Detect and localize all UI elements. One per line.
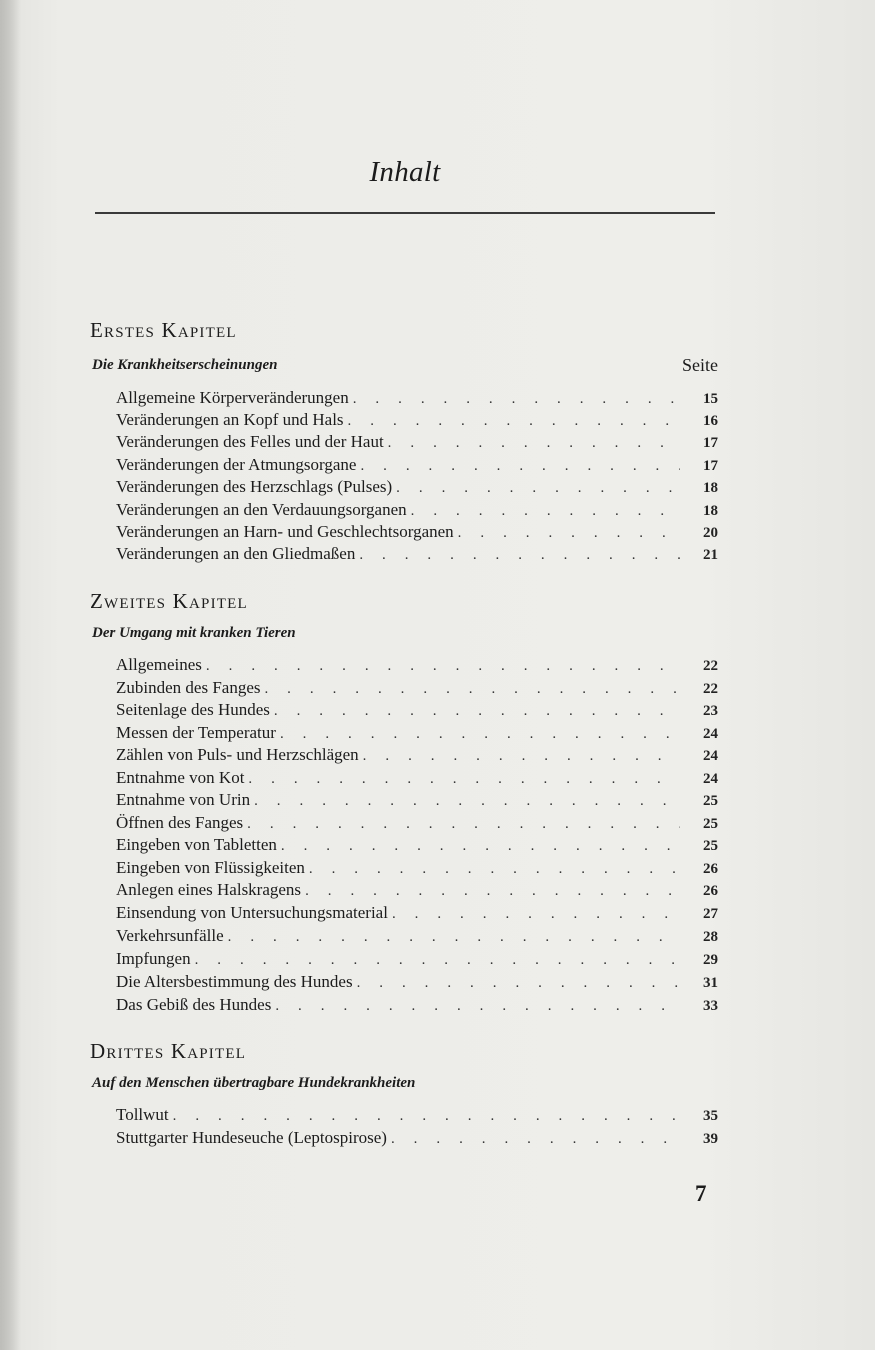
toc-entry[interactable] (116, 744, 718, 766)
chapter-subtitle: Auf den Menschen übertragbare Hundekrankheiten (92, 1075, 416, 1091)
leader-dots (396, 477, 680, 499)
entry-page: 27 (703, 906, 718, 922)
toc-entry[interactable] (116, 948, 718, 970)
entry-page: 39 (703, 1131, 718, 1147)
entry-page: 24 (703, 771, 718, 787)
chapter-heading: Zweites Kapitel (90, 589, 248, 613)
leader-dots (359, 544, 680, 566)
toc-entry[interactable] (116, 454, 718, 476)
entry-label: Veränderungen des Herzschlags (Pulses) (116, 477, 393, 496)
toc-entry[interactable] (116, 879, 718, 901)
toc-entry[interactable] (116, 812, 718, 834)
entry-page: 25 (703, 816, 718, 832)
leader-dots (348, 410, 680, 432)
toc-entry[interactable] (116, 654, 718, 676)
entry-page: 17 (703, 458, 718, 474)
entry-page: 23 (703, 703, 718, 719)
toc-entry[interactable] (116, 902, 718, 924)
entry-label: Veränderungen der Atmungsorgane (116, 455, 357, 474)
leader-dots (458, 522, 680, 544)
entry-label: Veränderungen an Kopf und Hals (116, 410, 344, 429)
toc-entry[interactable] (116, 677, 718, 699)
entry-label: Seitenlage des Hundes (116, 700, 270, 719)
title-rule (95, 212, 715, 215)
leader-dots (247, 813, 680, 835)
entry-page: 21 (703, 547, 718, 563)
leader-dots (360, 455, 680, 477)
leader-dots (392, 903, 680, 925)
toc-entry[interactable] (116, 994, 718, 1016)
chapter-subtitle: Der Umgang mit kranken Tieren (92, 625, 296, 641)
entry-label: Zählen von Puls- und Herzschlägen (116, 745, 359, 764)
toc-entry[interactable] (116, 387, 718, 409)
toc-entry[interactable] (116, 789, 718, 811)
leader-dots (173, 1105, 680, 1127)
leader-dots (254, 790, 680, 812)
toc-entry[interactable] (116, 1104, 718, 1126)
leader-dots (357, 972, 680, 994)
entry-label: Impfungen (116, 949, 191, 968)
entry-label: Eingeben von Flüssigkeiten (116, 858, 305, 877)
leader-dots (280, 723, 680, 745)
entry-label: Verkehrsunfälle (116, 926, 224, 945)
entry-page: 22 (703, 658, 718, 674)
entry-page: 16 (703, 413, 718, 429)
entry-label: Einsendung von Untersuchungsmaterial (116, 903, 388, 922)
leader-dots (391, 1128, 680, 1150)
leader-dots (411, 500, 680, 522)
leader-dots (274, 700, 680, 722)
spine-shadow (0, 0, 20, 1350)
entry-label: Tollwut (116, 1105, 169, 1124)
toc-entry[interactable] (116, 499, 718, 521)
entry-page: 31 (703, 975, 718, 991)
leader-dots (281, 835, 680, 857)
entry-page: 26 (703, 883, 718, 899)
entry-label: Die Altersbestimmung des Hundes (116, 972, 353, 991)
toc-entry[interactable] (116, 699, 718, 721)
entry-page: 17 (703, 435, 718, 451)
entry-page: 18 (703, 503, 718, 519)
toc-entry[interactable] (116, 857, 718, 879)
entry-label: Entnahme von Kot (116, 768, 245, 787)
entry-page: 29 (703, 952, 718, 968)
entry-label: Anlegen eines Halskragens (116, 880, 302, 899)
leader-dots (305, 880, 680, 902)
entry-label: Messen der Temperatur (116, 723, 276, 742)
entry-page: 18 (703, 480, 718, 496)
entry-page: 26 (703, 861, 718, 877)
leader-dots (248, 768, 680, 790)
seite-label: Seite (682, 355, 718, 375)
leader-dots (275, 995, 680, 1017)
entry-label: Veränderungen an Harn- und Geschlechtsorganen (116, 522, 454, 541)
chapter-heading: Erstes Kapitel (90, 318, 237, 342)
leader-dots (388, 432, 680, 454)
entry-label: Öffnen des Fanges (116, 813, 244, 832)
toc-entry[interactable] (116, 722, 718, 744)
entry-label: Allgemeines (116, 655, 202, 674)
toc-entry[interactable] (116, 476, 718, 498)
chapter-subtitle: Die Krankheitserscheinungen (92, 357, 278, 373)
leader-dots (363, 745, 680, 767)
toc-entry[interactable] (116, 925, 718, 947)
toc-entry[interactable] (116, 431, 718, 453)
entry-label: Zubinden des Fanges (116, 678, 261, 697)
entry-label: Veränderungen an den Gliedmaßen (116, 544, 356, 563)
toc-entry[interactable] (116, 1127, 718, 1149)
chapter-heading: Drittes Kapitel (90, 1039, 247, 1063)
entry-page: 25 (703, 838, 718, 854)
entry-page: 35 (703, 1108, 718, 1124)
toc-entry[interactable] (116, 767, 718, 789)
entry-page: 22 (703, 681, 718, 697)
entry-page: 24 (703, 748, 718, 764)
page-number: 7 (695, 1181, 707, 1206)
entry-page: 25 (703, 793, 718, 809)
entry-page: 33 (703, 998, 718, 1014)
entry-label: Veränderungen an den Verdauungsorganen (116, 500, 407, 519)
entry-label: Das Gebiß des Hundes (116, 995, 272, 1014)
entry-label: Stuttgarter Hundeseuche (Leptospirose) (116, 1128, 387, 1147)
leader-dots (228, 926, 680, 948)
toc-entry[interactable] (116, 521, 718, 543)
entry-label: Eingeben von Tabletten (116, 835, 277, 854)
entry-label: Entnahme von Urin (116, 790, 251, 809)
entry-label: Allgemeine Körperveränderungen (116, 388, 349, 407)
leader-dots (206, 655, 680, 677)
entry-page: 24 (703, 726, 718, 742)
toc-entry[interactable] (116, 971, 718, 993)
leader-dots (264, 678, 680, 700)
entry-label: Veränderungen des Felles und der Haut (116, 432, 384, 451)
toc-entry[interactable] (116, 834, 718, 856)
entry-page: 20 (703, 525, 718, 541)
toc-entry[interactable] (116, 543, 718, 565)
leader-dots (195, 949, 680, 971)
page-title: Inhalt (369, 156, 441, 188)
leader-dots (353, 388, 680, 410)
entry-page: 28 (703, 929, 718, 945)
toc-entry[interactable] (116, 409, 718, 431)
leader-dots (309, 858, 680, 880)
entry-page: 15 (703, 391, 718, 407)
